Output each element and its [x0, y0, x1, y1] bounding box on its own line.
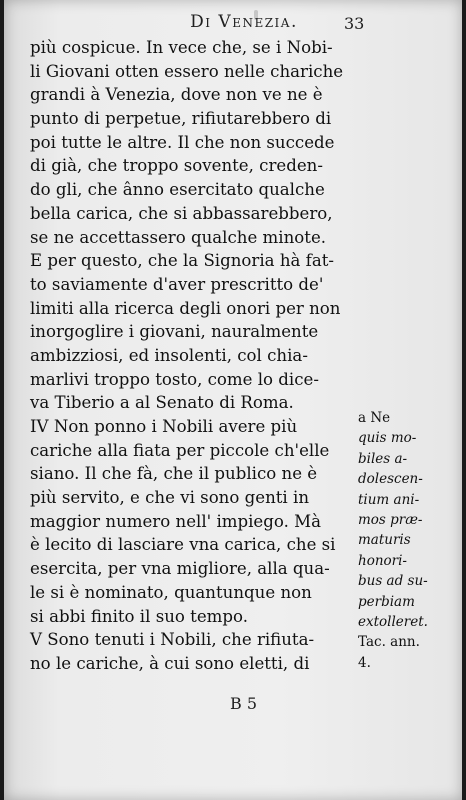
text-line: è lecito di lasciare vna carica, che si — [30, 535, 336, 555]
text-line: più cospicue. In vece che, se i Nobi- — [30, 38, 333, 57]
text-line: va Tiberio a al Senato di Roma. — [30, 393, 294, 413]
margin-note-line: 4. — [358, 654, 371, 671]
text-line: E per questo, che la Signoria hà fat- — [30, 251, 334, 271]
margin-note-line: tium ani- — [358, 491, 420, 508]
text-line: no le cariche, à cui sono eletti, di — [30, 653, 310, 673]
marginal-note — [358, 408, 458, 673]
text-line: di già, che troppo sovente, creden- — [30, 156, 323, 176]
text-line: IV Non ponno i Nobili avere più — [30, 417, 298, 436]
margin-note-line: extolleret. — [358, 613, 428, 630]
text-line: ambizziosi, ed insolenti, col chia- — [30, 345, 308, 365]
margin-note-line: bus ad su- — [358, 573, 428, 590]
text-line: li Giovani otten essero nelle chariche — [30, 61, 344, 81]
text-line: V Sono tenuti i Nobili, che rifiuta- — [30, 630, 315, 650]
signature-mark: B 5 — [230, 694, 258, 713]
margin-note-line: Tac. ann. — [358, 634, 420, 651]
margin-note-line: maturis — [358, 532, 411, 549]
margin-note-line: dolescen- — [358, 471, 423, 488]
text-line: punto di perpetue, rifiutarebbero di — [30, 109, 332, 129]
text-line: grandi à Venezia, dove non ve ne è — [30, 85, 323, 105]
margin-note-line: a Ne — [358, 410, 391, 426]
margin-note-line: biles a- — [358, 450, 408, 467]
text-line: marlivi troppo tosto, come lo dice- — [30, 369, 319, 389]
running-head: Di Venezia. — [190, 12, 298, 32]
margin-note-line: mos præ- — [358, 511, 423, 528]
text-line: do gli, che ânno esercitato qualche — [30, 180, 325, 200]
text-line: poi tutte le altre. Il che non succede — [30, 132, 335, 152]
text-line: più servito, e che vi sono genti in — [30, 488, 310, 508]
text-line: to saviamente d'aver prescritto de' — [30, 274, 324, 294]
page-number: 33 — [344, 14, 365, 33]
book-page — [4, 0, 462, 800]
margin-note-line: perbiam — [358, 593, 415, 610]
margin-note-line: honori- — [358, 552, 407, 569]
body-text — [30, 36, 364, 676]
text-line: cariche alla fiata per piccole ch'elle — [30, 440, 330, 460]
text-line: bella carica, che si abbassarebbero, — [30, 203, 333, 223]
text-line: inorgoglire i giovani, nauralmente — [30, 322, 319, 342]
text-line: maggior numero nell' impiego. Mà — [30, 511, 322, 531]
text-line: se ne accettassero qualche minote. — [30, 227, 327, 247]
text-line: esercita, per vna migliore, alla qua- — [30, 559, 330, 579]
text-line: si abbi finito il suo tempo. — [30, 606, 248, 626]
text-line: le si è nominato, quantunque non — [30, 582, 312, 602]
margin-note-line: quis mo- — [358, 430, 417, 447]
text-line: siano. Il che fà, che il publico ne è — [30, 464, 318, 484]
text-line: limiti alla ricerca degli onori per non — [30, 298, 341, 318]
